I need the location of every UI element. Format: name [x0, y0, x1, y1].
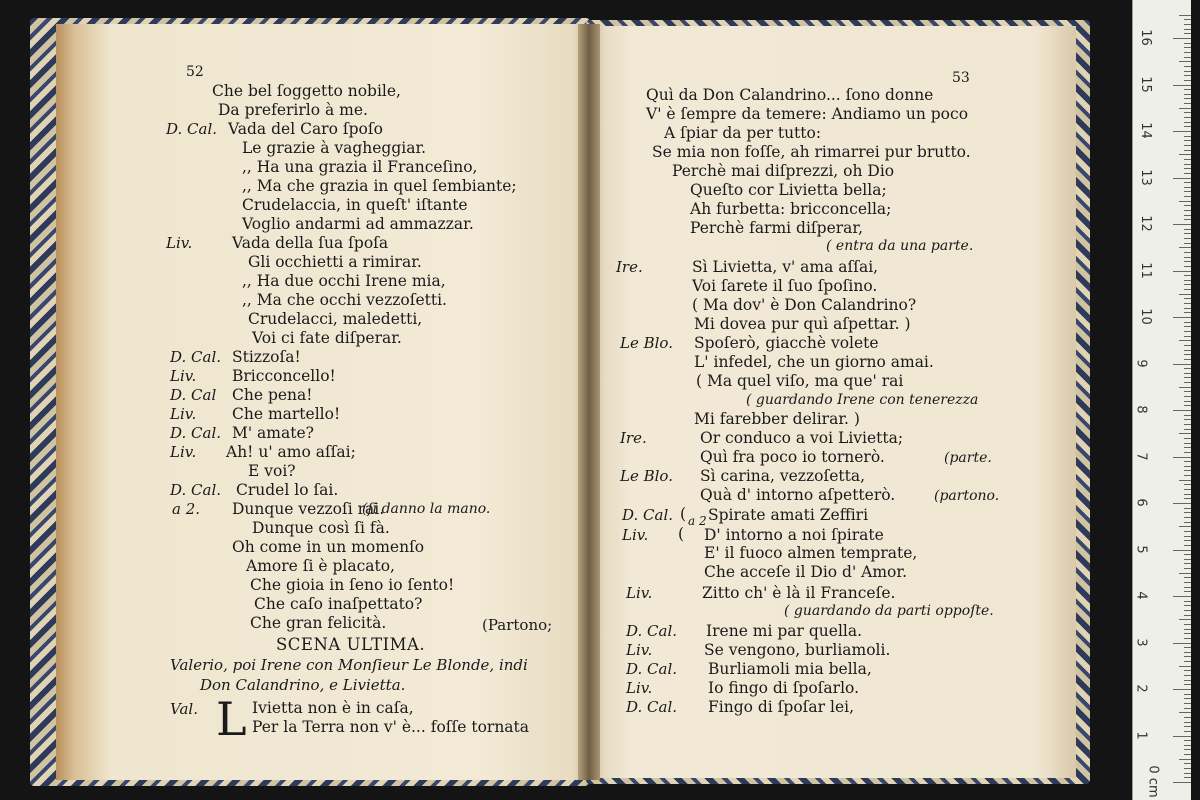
verse-line: Vada della ſua ſpoſa: [232, 234, 389, 252]
verse-line: Quì fra poco io tornerò.: [700, 448, 885, 466]
speaker-label: Liv.: [622, 526, 649, 544]
speaker-label: Ire.: [616, 258, 643, 276]
ruler-tick: [1173, 178, 1191, 179]
ruler-tick: [1184, 229, 1191, 230]
ruler-tick: [1184, 75, 1191, 76]
verse-line: Per la Terra non v' è... foſſe tornata: [252, 718, 530, 736]
ruler-tick: [1184, 103, 1191, 104]
ruler-tick: [1179, 619, 1191, 620]
ruler-tick: [1184, 568, 1191, 569]
ruler-tick: [1184, 559, 1191, 560]
ruler-tick: [1184, 763, 1191, 764]
ruler-tick: [1184, 112, 1191, 113]
ruler-number: 9: [1133, 358, 1149, 368]
scene-description: Valerio, poi Irene con Monſieur Le Blonde, indi: [170, 656, 528, 674]
verse-line: Che bel ſoggetto nobile,: [212, 82, 401, 100]
ruler-tick: [1184, 182, 1191, 183]
left-page: [56, 24, 588, 780]
speaker-label: Liv.: [626, 641, 653, 659]
verse-line: Che pena!: [232, 386, 313, 404]
verse-line: Queſto cor Livietta bella;: [690, 181, 887, 199]
ruler-tick: [1184, 540, 1191, 541]
ruler-tick: [1184, 350, 1191, 351]
ruler-tick: [1184, 89, 1191, 90]
ruler-tick: [1184, 624, 1191, 625]
stage-direction: (partono.: [934, 488, 1000, 504]
ruler-tick: [1184, 740, 1191, 741]
verse-line: Quà d' intorno aſpetterò.: [700, 486, 896, 504]
speaker-label: Val.: [170, 700, 198, 718]
ruler-tick: [1173, 689, 1191, 690]
ruler-tick: [1184, 345, 1191, 346]
verse-line: D' intorno a noi ſpirate: [704, 526, 884, 544]
ruler-tick: [1184, 508, 1191, 509]
speaker-label: D. Cal.: [626, 622, 678, 640]
ruler-tick: [1184, 257, 1191, 258]
verse-line: E' il fuoco almen temprate,: [704, 544, 918, 562]
ruler-tick: [1184, 173, 1191, 174]
scene-title: SCENA ULTIMA.: [276, 635, 426, 654]
ruler-number: 15: [1137, 75, 1153, 93]
verse-line: Fingo di ſpoſar lei,: [708, 698, 855, 716]
ruler-tick: [1173, 224, 1191, 225]
ruler-tick: [1184, 582, 1191, 583]
ruler-tick: [1173, 550, 1191, 551]
verse-line: Mi dovea pur quì aſpettar. ): [694, 315, 911, 333]
ruler-tick: [1173, 736, 1191, 737]
ruler-tick: [1184, 261, 1191, 262]
ruler-tick: [1184, 443, 1191, 444]
ruler-tick: [1179, 247, 1191, 248]
ruler-tick: [1179, 61, 1191, 62]
ruler-tick: [1184, 312, 1191, 313]
ruler-tick: [1184, 303, 1191, 304]
stage-direction: (ſi danno la mano.: [362, 501, 491, 517]
verse-line: Che caſo inaſpettato?: [254, 595, 423, 613]
ruler-tick: [1173, 317, 1191, 318]
bracket: (: [680, 505, 687, 523]
ruler-number: 13: [1137, 168, 1153, 186]
ruler-tick: [1173, 643, 1191, 644]
ruler-tick: [1184, 489, 1191, 490]
verse-line: Or conduco a voi Livietta;: [700, 429, 904, 447]
speaker-label: Le Blo.: [620, 467, 673, 485]
ruler-number: 5: [1133, 544, 1149, 554]
ruler-tick: [1184, 94, 1191, 95]
ruler-tick: [1173, 503, 1191, 504]
ruler-number: 6: [1133, 498, 1149, 507]
stage-direction: ( guardando da parti oppoſte.: [784, 603, 994, 619]
verse-line: Crudel lo ſai.: [236, 481, 339, 499]
verse-line: ,, Ma che occhi vezzoſetti.: [242, 291, 447, 309]
verse-line: Amore ſi è placato,: [246, 557, 395, 575]
verse-line: Voglio andarmi ad ammazzar.: [242, 215, 474, 233]
ruler-number: 10: [1137, 308, 1153, 325]
ruler-tick: [1184, 610, 1191, 611]
ruler-tick: [1173, 271, 1191, 272]
verse-line: Da preferirlo à me.: [218, 101, 368, 119]
book-gutter: [578, 24, 600, 780]
ruler-tick: [1184, 563, 1191, 564]
ruler-tick: [1184, 424, 1191, 425]
verse-line: Ah furbetta: bricconcella;: [690, 200, 892, 218]
ruler-tick: [1184, 164, 1191, 165]
verse-line: Sì carina, vezzoſetta,: [700, 467, 865, 485]
ruler-tick: [1184, 698, 1191, 699]
ruler-tick: [1184, 24, 1191, 25]
speaker-label: Liv.: [626, 584, 653, 602]
verse-line: L' infedel, che un giorno amai.: [694, 353, 934, 371]
ruler-tick: [1184, 731, 1191, 732]
ruler-tick: [1184, 196, 1191, 197]
ruler-tick: [1184, 43, 1191, 44]
verse-line: ,, Ha due occhi Irene mia,: [242, 272, 446, 290]
ruler-tick: [1184, 684, 1191, 685]
ruler-tick: [1184, 722, 1191, 723]
ruler-tick: [1184, 205, 1191, 206]
ruler-tick: [1184, 694, 1191, 695]
ruler-tick: [1184, 266, 1191, 267]
ruler-tick: [1184, 210, 1191, 211]
ruler-tick: [1173, 85, 1191, 86]
ruler-tick: [1184, 98, 1191, 99]
ruler-number: 7: [1133, 451, 1149, 461]
ruler-tick: [1184, 29, 1191, 30]
ruler-tick: [1184, 57, 1191, 58]
ruler-tick: [1184, 703, 1191, 704]
verse-line: Spoſerò, giacchè volete: [694, 334, 879, 352]
ruler-tick: [1184, 136, 1191, 137]
measuring-ruler: [1132, 0, 1191, 800]
ruler-tick: [1184, 494, 1191, 495]
ruler-number: 8: [1133, 405, 1149, 414]
speaker-label: Liv.: [170, 405, 197, 423]
verse-line: Ivietta non è in caſa,: [252, 699, 414, 717]
verse-line: Voi ci fate diſperar.: [252, 329, 402, 347]
ruler-tick: [1184, 243, 1191, 244]
ruler-tick: [1184, 145, 1191, 146]
ruler-tick: [1184, 336, 1191, 337]
stage-direction: ( entra da una parte.: [826, 238, 974, 254]
verse-line: Dunque vezzoſi rai.: [232, 500, 385, 518]
verse-line: V' è ſempre da temere: Andiamo un poco: [646, 105, 969, 123]
a2-mark: a 2: [688, 514, 707, 528]
verse-line: Voi ſarete il ſuo ſpoſino.: [692, 277, 878, 295]
verse-line: A ſpiar da per tutto:: [664, 124, 822, 142]
ruler-tick: [1184, 47, 1191, 48]
verse-line: Crudelacci, maledetti,: [248, 310, 423, 328]
ruler-tick: [1184, 238, 1191, 239]
ruler-tick: [1184, 773, 1191, 774]
verse-line: Bricconcello!: [232, 367, 336, 385]
verse-line: Se vengono, burliamoli.: [704, 641, 891, 659]
speaker-label: Liv.: [626, 679, 653, 697]
ruler-tick: [1184, 680, 1191, 681]
speaker-label: D. Cal.: [170, 481, 222, 499]
ruler-tick: [1184, 587, 1191, 588]
ruler-tick: [1184, 382, 1191, 383]
ruler-tick: [1184, 140, 1191, 141]
ruler-tick: [1184, 675, 1191, 676]
ruler-tick: [1184, 638, 1191, 639]
ruler-tick: [1179, 15, 1191, 16]
speaker-label: Le Blo.: [620, 334, 673, 352]
ruler-tick: [1184, 517, 1191, 518]
ruler-tick: [1173, 596, 1191, 597]
ruler-tick: [1184, 122, 1191, 123]
ruler-tick: [1184, 498, 1191, 499]
ruler-tick: [1184, 159, 1191, 160]
ruler-tick: [1184, 536, 1191, 537]
verse-line: Spirate amati Zeffiri: [708, 506, 869, 524]
stage-direction: (parte.: [944, 450, 992, 466]
ruler-tick: [1184, 475, 1191, 476]
verse-line: Che acceſe il Dio d' Amor.: [704, 563, 908, 581]
right-page: [590, 26, 1076, 778]
ruler-tick: [1184, 512, 1191, 513]
ruler-tick: [1184, 331, 1191, 332]
ruler-tick: [1184, 531, 1191, 532]
ruler-tick: [1184, 415, 1191, 416]
ruler-tick: [1184, 670, 1191, 671]
ruler-tick: [1184, 168, 1191, 169]
verse-line: Mi farebber delirar. ): [694, 410, 860, 428]
ruler-tick: [1184, 447, 1191, 448]
speaker-label: a 2.: [172, 500, 201, 518]
verse-line: Zitto ch' è là il Franceſe.: [702, 584, 896, 602]
ruler-tick: [1184, 322, 1191, 323]
ruler-tick: [1184, 577, 1191, 578]
verse-line: Che martello!: [232, 405, 341, 423]
ruler-tick: [1184, 768, 1191, 769]
verse-line: Vada del Caro ſpoſo: [228, 120, 383, 138]
verse-line: Che gran felicità.: [250, 614, 387, 632]
verse-line: E voi?: [248, 462, 296, 480]
speaker-label: D. Cal.: [626, 698, 678, 716]
ruler-tick: [1184, 438, 1191, 439]
ruler-tick: [1184, 661, 1191, 662]
ruler-number: 4: [1133, 591, 1149, 600]
ruler-tick: [1179, 526, 1191, 527]
ruler-tick: [1179, 108, 1191, 109]
verse-line: Quì da Don Calandrino... ſono donne: [646, 86, 934, 104]
verse-line: Che gioia in ſeno io ſento!: [250, 576, 455, 594]
ruler-number: 14: [1137, 122, 1153, 139]
verse-line: Dunque così ſi fà.: [252, 519, 390, 537]
ruler-tick: [1184, 745, 1191, 746]
ruler-tick: [1184, 215, 1191, 216]
ruler-tick: [1184, 484, 1191, 485]
ruler-tick: [1179, 154, 1191, 155]
verse-line: ( Ma quel viſo, ma que' rai: [696, 372, 904, 390]
verse-line: M' amate?: [232, 424, 314, 442]
ruler-tick: [1184, 452, 1191, 453]
speaker-label: D. Cal.: [622, 506, 674, 524]
speaker-label: Liv.: [166, 234, 193, 252]
ruler-tick: [1184, 466, 1191, 467]
ruler-tick: [1179, 666, 1191, 667]
verse-line: Burliamoli mia bella,: [708, 660, 872, 678]
ruler-tick: [1184, 754, 1191, 755]
ruler-tick: [1184, 308, 1191, 309]
ruler-tick: [1184, 470, 1191, 471]
speaker-label: D. Cal.: [170, 348, 222, 366]
ruler-tick: [1184, 187, 1191, 188]
ruler-tick: [1184, 726, 1191, 727]
ruler-tick: [1184, 545, 1191, 546]
ruler-number: 2: [1133, 684, 1149, 693]
ruler-tick: [1173, 38, 1191, 39]
ruler-tick: [1179, 480, 1191, 481]
ruler-tick: [1184, 652, 1191, 653]
ruler-number: 11: [1137, 261, 1153, 279]
bracket: (: [678, 525, 685, 543]
ruler-tick: [1184, 633, 1191, 634]
verse-line: Le grazie à vagheggiar.: [242, 139, 427, 157]
ruler-tick: [1179, 712, 1191, 713]
ruler-number: 12: [1137, 215, 1153, 232]
ruler-tick: [1179, 433, 1191, 434]
ruler-tick: [1184, 429, 1191, 430]
ruler-tick: [1184, 405, 1191, 406]
verse-line: Se mia non foſſe, ah rimarrei pur brutto.: [652, 143, 971, 161]
ruler-tick: [1173, 457, 1191, 458]
drop-capital: L: [216, 692, 247, 746]
ruler-tick: [1184, 219, 1191, 220]
ruler-tick: [1184, 298, 1191, 299]
ruler-tick: [1184, 117, 1191, 118]
speaker-label: Ire.: [620, 429, 647, 447]
ruler-tick: [1184, 708, 1191, 709]
ruler-tick: [1184, 591, 1191, 592]
ruler-tick: [1184, 554, 1191, 555]
ruler-tick: [1184, 280, 1191, 281]
ruler-tick: [1184, 605, 1191, 606]
ruler-number: 1: [1133, 730, 1149, 740]
verse-line: Perchè farmi diſperar,: [690, 219, 864, 237]
ruler-tick: [1184, 326, 1191, 327]
ruler-tick: [1184, 396, 1191, 397]
verse-line: Sì Livietta, v' ama aſſai,: [692, 258, 879, 276]
ruler-tick: [1179, 340, 1191, 341]
ruler-tick: [1184, 373, 1191, 374]
ruler-tick: [1184, 71, 1191, 72]
ruler-tick: [1184, 33, 1191, 34]
ruler-tick: [1184, 289, 1191, 290]
verse-line: Stizzoſa!: [232, 348, 301, 366]
speaker-label: D. Cal.: [166, 120, 218, 138]
ruler-tick: [1184, 601, 1191, 602]
ruler-tick: [1173, 410, 1191, 411]
verse-line: ,, Ma che grazia in quel ſembiante;: [242, 177, 517, 195]
ruler-number: 3: [1133, 637, 1149, 647]
page-number: 52: [186, 64, 204, 80]
ruler-tick: [1184, 66, 1191, 67]
verse-line: Ah! u' amo aſſai;: [226, 443, 356, 461]
ruler-tick: [1184, 359, 1191, 360]
verse-line: Gli occhietti a rimirar.: [248, 253, 422, 271]
verse-line: ,, Ha una grazia il Franceſino,: [242, 158, 478, 176]
ruler-tick: [1179, 294, 1191, 295]
ruler-tick: [1184, 391, 1191, 392]
verse-line: Io fingo di ſpoſarlo.: [708, 679, 860, 697]
verse-line: Irene mi par quella.: [706, 622, 863, 640]
ruler-tick: [1184, 284, 1191, 285]
ruler-number: 16: [1137, 29, 1153, 46]
ruler-tick: [1173, 131, 1191, 132]
ruler-tick: [1184, 275, 1191, 276]
ruler-tick: [1184, 717, 1191, 718]
page-number: 53: [952, 70, 970, 86]
verse-line: Crudelaccia, in queſt' iſtante: [242, 196, 468, 214]
ruler-tick: [1184, 656, 1191, 657]
stage-direction: (Partono;: [482, 616, 553, 634]
ruler-tick: [1184, 377, 1191, 378]
ruler-tick: [1184, 52, 1191, 53]
speaker-label: D. Cal: [170, 386, 217, 404]
ruler-tick: [1184, 19, 1191, 20]
ruler-tick: [1184, 749, 1191, 750]
ruler-tick: [1184, 150, 1191, 151]
ruler-tick: [1179, 573, 1191, 574]
ruler-tick: [1184, 80, 1191, 81]
scene-description: Don Calandrino, e Livietta.: [200, 676, 406, 694]
ruler-tick: [1184, 354, 1191, 355]
ruler-tick: [1179, 387, 1191, 388]
speaker-label: Liv.: [170, 367, 197, 385]
verse-line: ( Ma dov' è Don Calandrino?: [692, 296, 917, 314]
ruler-tick: [1184, 191, 1191, 192]
ruler-tick: [1184, 647, 1191, 648]
ruler-tick: [1184, 629, 1191, 630]
verse-line: Oh come in un momenſo: [232, 538, 425, 556]
speaker-label: Liv.: [170, 443, 197, 461]
ruler-tick: [1173, 782, 1191, 783]
ruler-tick: [1179, 759, 1191, 760]
stage-direction: ( guardando Irene con tenerezza: [746, 392, 979, 408]
ruler-tick: [1184, 777, 1191, 778]
ruler-tick: [1184, 401, 1191, 402]
ruler-tick: [1184, 233, 1191, 234]
ruler-tick: [1173, 364, 1191, 365]
ruler-tick: [1184, 126, 1191, 127]
speaker-label: D. Cal.: [626, 660, 678, 678]
ruler-tick: [1184, 419, 1191, 420]
verse-line: Perchè mai diſprezzi, oh Dio: [672, 162, 895, 180]
ruler-tick: [1184, 252, 1191, 253]
speaker-label: D. Cal.: [170, 424, 222, 442]
ruler-tick: [1184, 368, 1191, 369]
ruler-number: 0 cm: [1145, 765, 1161, 798]
ruler-tick: [1184, 461, 1191, 462]
ruler-tick: [1184, 615, 1191, 616]
ruler-tick: [1184, 522, 1191, 523]
ruler-tick: [1179, 201, 1191, 202]
